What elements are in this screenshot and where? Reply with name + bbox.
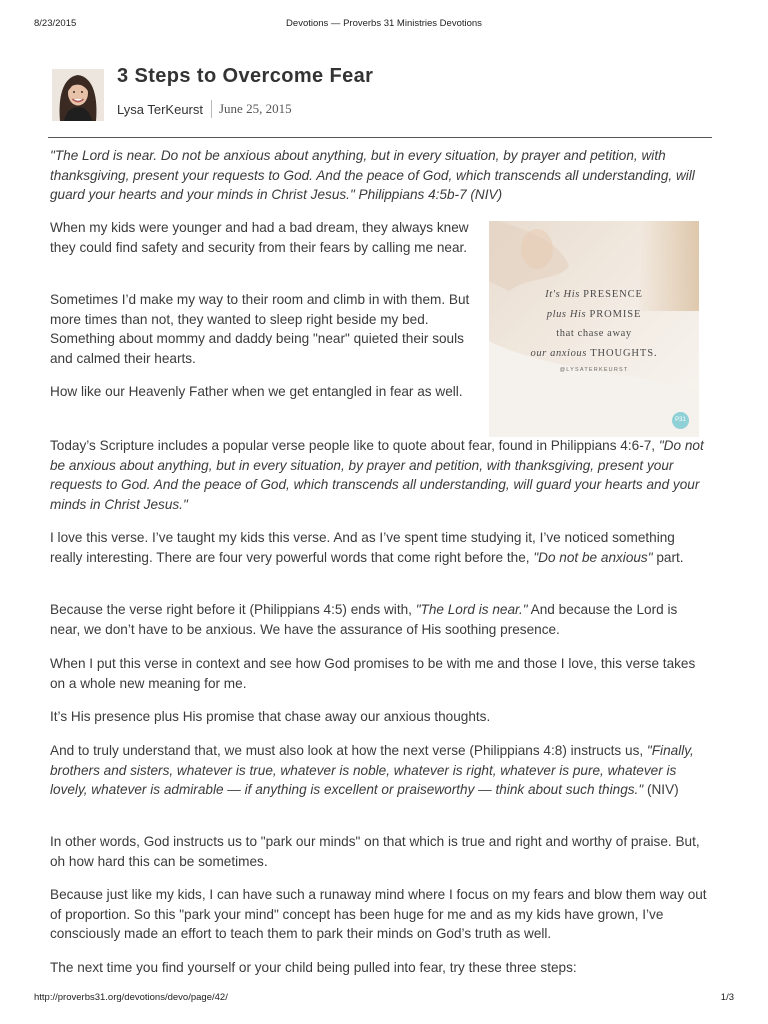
promo-line-4b: THOUGHTS. — [590, 347, 658, 359]
promo-line-2a: plus His — [546, 308, 590, 320]
author-name[interactable]: Lysa TerKeurst — [117, 101, 203, 117]
paragraph-5 — [50, 528, 710, 567]
paragraph-6-text: Because the verse right before it (Philippians 4:5) ends with, — [50, 602, 416, 617]
header-divider — [48, 137, 712, 138]
paragraph-1: When my kids were younger and had a bad dream, they always knew they could find safety and security from their fears by calling me near. — [50, 220, 469, 255]
paragraph-9 — [50, 741, 710, 800]
paragraph-11: Because just like my kids, I can have such a runaway mind where I focus on my fears and blow them way out of proportion. So this "park your mind" concept has been huge for me and as my kids have grown, I’ve consciously made an effort to teach them to park their minds on God’s truth as well. — [50, 887, 707, 941]
paragraph-4-verse: "Do not be anxious about anything, but in every situation, by prayer and petition, with thanksgiving, present your requests to God. And the peace of God, which transcends all understanding, will guard your hearts and your minds in Christ Jesus." — [50, 438, 704, 512]
paragraph-7: When I put this verse in context and see how God promises to be with me and those I love, this verse takes on a whole new meaning for me. — [50, 656, 696, 691]
print-footer — [34, 992, 734, 1006]
paragraph-6-end: And because the Lord is near, we don’t have to be anxious. We have the assurance of His soothing presence. — [50, 602, 678, 637]
print-date: 8/23/2015 — [34, 18, 77, 29]
page-number: 1/3 — [720, 992, 734, 1003]
paragraph-4-text: Today’s Scripture includes a popular verse people like to quote about fear, found in Philippians 4:6-7, — [50, 438, 659, 453]
paragraph-3: How like our Heavenly Father when we get entangled in fear as well. — [50, 384, 463, 399]
promo-line-2b: PROMISE — [589, 308, 642, 320]
paragraph-10: In other words, God instructs us to "park our minds" on that which is true and right and worthy of praise. But, oh how hard this can be sometimes. — [50, 834, 700, 869]
paragraph-5-text: I love this verse. I’ve taught my kids this verse. And as I’ve spent time studying it, I’ve noticed something really interesting. There are four very powerful words that come right before the, — [50, 530, 675, 565]
print-url: http://proverbs31.org/devotions/devo/page/42/ — [34, 992, 228, 1003]
paragraph-8: It’s His presence plus His promise that chase away our anxious thoughts. — [50, 709, 491, 724]
byline-divider — [211, 100, 212, 118]
paragraph-9-text: And to truly understand that, we must also look at how the next verse (Philippians 4:8) instructs us, — [50, 743, 647, 758]
byline — [117, 99, 292, 119]
paragraph-5-quote: "Do not be anxious" — [533, 549, 653, 565]
p31-logo-icon: P31 — [672, 412, 689, 429]
paragraph-12: The next time you find yourself or your child being pulled into fear, try these three steps: — [50, 960, 577, 975]
intro-verse: "The Lord is near. Do not be anxious about anything, but in every situation, by prayer and petition, with thanksgiving, present your requests to God. And the peace of God, which transcends all understanding, will guard your hearts and your minds in Christ Jesus." Philippians 4:5b-7 (NIV) — [50, 148, 695, 202]
article-title: 3 Steps to Overcome Fear — [117, 65, 374, 87]
promo-line-1b: PRESENCE — [583, 289, 643, 300]
promo-line-3: that chase away — [556, 328, 632, 339]
author-avatar — [52, 69, 104, 121]
paragraph-9-end: (NIV) — [643, 782, 679, 797]
paragraph-6 — [50, 600, 710, 639]
paragraph-9-verse: "Finally, brothers and sisters, whatever is true, whatever is noble, whatever is right, whatever is pure, whatever is lovely, whatever is admirable — if anything is excellent or praiseworthy — think about such things." — [50, 743, 694, 797]
paragraph-6-quote: "The Lord is near." — [415, 602, 528, 617]
promo-handle: @LYSATERKEURST — [559, 367, 629, 373]
paragraph-2: Sometimes I’d make my way to their room and climb in with them. But more times than not, they wanted to sleep right beside my bed. Something about mommy and daddy being "near" quieted their souls and calmed their hearts. — [50, 292, 470, 366]
print-header — [34, 18, 734, 32]
paragraph-5-end: part. — [652, 549, 684, 565]
promo-line-4a: our anxious — [530, 347, 591, 359]
print-page-title: Devotions — Proverbs 31 Ministries Devotions — [286, 18, 482, 29]
promo-line-1a: It's His — [545, 289, 584, 300]
promo-quote-image — [489, 221, 699, 437]
publish-date: June 25, 2015 — [219, 101, 292, 116]
promo-quote-text — [489, 285, 699, 363]
paragraph-4 — [50, 436, 710, 514]
